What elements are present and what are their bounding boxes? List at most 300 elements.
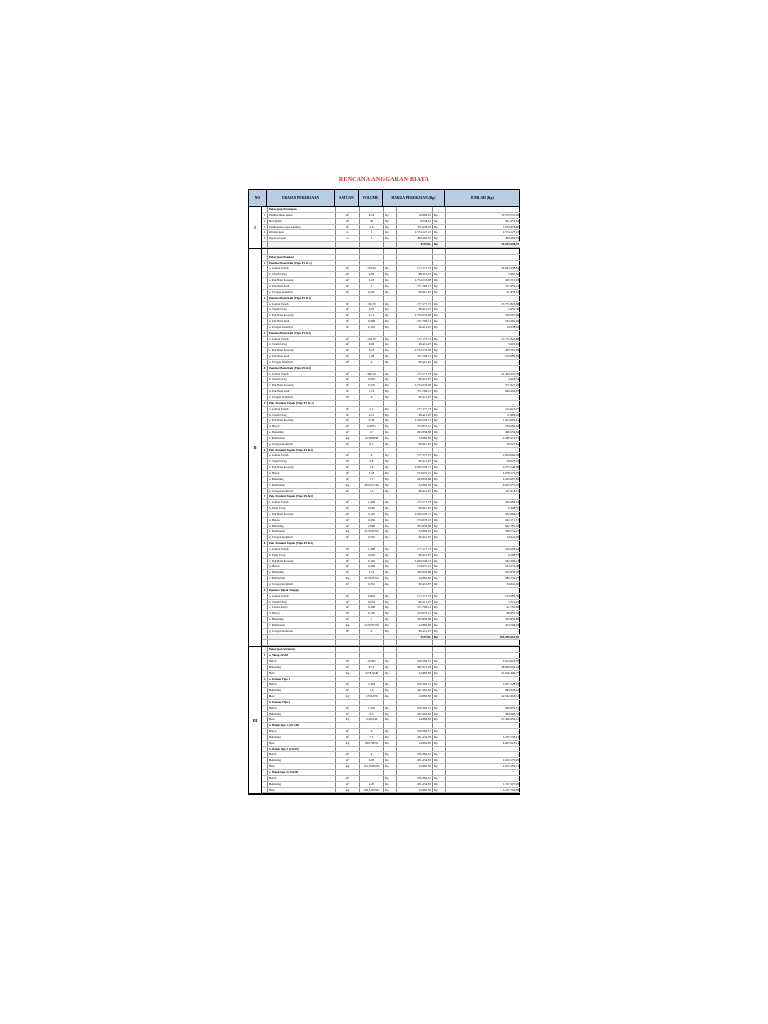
cell-h: 431.434,05 xyxy=(397,782,433,787)
cell-h: 24.882,85 xyxy=(397,741,433,746)
cell-j: 495.761,99 xyxy=(505,278,519,283)
cell-s xyxy=(336,635,360,640)
cell-s: m³ xyxy=(336,348,360,353)
cell-h: 2.754.233,28 xyxy=(397,278,433,283)
cell-j: 495.761,99 xyxy=(505,348,519,353)
cell-h: 19.886,91 xyxy=(397,213,433,218)
cell-u: b. Tanah Urug xyxy=(268,413,336,418)
cell-h: 24.882,85 xyxy=(397,694,433,699)
cell-v xyxy=(360,747,384,752)
cell-c2 xyxy=(433,255,446,260)
cell-c2: Rp xyxy=(433,459,446,464)
cell-v: 280,79033 xyxy=(360,741,384,746)
cell-no: 3 xyxy=(262,331,268,336)
cell-c2 xyxy=(433,677,446,682)
cell-j: 34.641,05 xyxy=(506,535,519,540)
cell-j: 52.459.325,78 xyxy=(501,371,519,376)
cell-c1: Rp xyxy=(384,741,397,746)
cell-h: 2.754.233,28 xyxy=(397,383,433,388)
cell-s: m³ xyxy=(336,518,360,523)
cell-h: 2.754.233,28 xyxy=(397,348,433,353)
cell-c1: Rp xyxy=(384,706,397,711)
cell-v: 0,06 xyxy=(360,342,384,347)
cell-j: 589.732,27 xyxy=(505,576,519,581)
cell-u: b. Tanah Urug xyxy=(268,600,336,605)
cell-u: Pondasi Batu Kali (Tipe P1 K-1) xyxy=(268,261,336,266)
cell-u: Besi xyxy=(268,788,336,793)
cell-j: 5.905,82 xyxy=(508,342,519,347)
cell-c1: Rp xyxy=(384,377,397,382)
cell-v: 5,494 xyxy=(360,682,384,687)
cell-s xyxy=(336,331,360,336)
table-section xyxy=(249,207,519,249)
cell-s: m³ xyxy=(336,266,360,271)
cell-h xyxy=(397,770,433,775)
cell-c2: Rp xyxy=(433,741,446,746)
section-number: III xyxy=(249,647,262,793)
document-title: RENCANA ANGGARAN BIAYA xyxy=(338,177,430,183)
table-header xyxy=(249,190,519,207)
cell-h: 98.412,07 xyxy=(397,442,433,447)
cell-v: 1 xyxy=(360,230,384,235)
cell-j: 1.054.629,61 xyxy=(502,418,519,423)
header-satuan: SATUAN xyxy=(335,190,359,206)
cell-j: 3.235.758,41 xyxy=(502,734,519,739)
cell-h: 24.882,85 xyxy=(397,671,433,676)
cell-c2: Rp xyxy=(433,372,446,377)
cell-h xyxy=(397,647,433,652)
cell-v: 156,70 xyxy=(360,302,384,307)
cell-v: 7,7 xyxy=(360,477,384,482)
cell-no: 2 xyxy=(262,296,268,301)
cell-s xyxy=(336,653,360,658)
cell-c1: Rp xyxy=(384,600,397,605)
cell-h: 24.882,85 xyxy=(397,436,433,441)
cell-v: 3,12 xyxy=(360,570,384,575)
cell-c2: Rp xyxy=(433,337,446,342)
cell-u: Pek. Pondasi Tapak (Tipe P2-K2) xyxy=(268,494,336,499)
cell-s: Kg xyxy=(336,529,360,534)
cell-v: 161,7620225 xyxy=(360,764,384,769)
cell-h: 24.882,85 xyxy=(397,788,433,793)
cell-no: 1 xyxy=(262,213,268,218)
cell-u: d. Psk Batu Kali xyxy=(268,284,336,289)
cell-j: 88.801,33 xyxy=(506,611,519,616)
cell-s: m² xyxy=(336,213,360,218)
cell-v xyxy=(360,261,384,266)
cell-h xyxy=(397,261,433,266)
cell-h: 571.768,13 xyxy=(397,284,433,289)
cell-u: e. Urugan Kembali xyxy=(268,395,336,400)
cell-c1: Rp xyxy=(384,278,397,283)
cell-j: 5.814.918,70 xyxy=(502,658,519,663)
cell-u: Beton xyxy=(268,682,336,687)
cell-j xyxy=(446,723,520,728)
cell-v: 0 xyxy=(360,729,384,734)
total-row xyxy=(262,242,520,248)
cell-c2: Rp xyxy=(433,576,446,581)
cell-h: 293.856,86 xyxy=(397,477,433,482)
cell-c1: Rp xyxy=(384,570,397,575)
cell-s xyxy=(336,747,360,752)
cell-h: 2.929.526,71 xyxy=(397,512,433,517)
cell-j: - xyxy=(517,359,519,364)
cell-v: 1,408 xyxy=(360,547,384,552)
cell-u: a. Galian Tanah xyxy=(268,407,336,412)
cell-c1: Rp xyxy=(384,372,397,377)
cell-h: 293.856,86 xyxy=(397,430,433,435)
cell-s: m³ xyxy=(336,582,360,587)
cell-v: 1,7 xyxy=(360,430,384,435)
cell-v: 0,045 xyxy=(360,377,384,382)
cell-v: 0,06 xyxy=(360,272,384,277)
cell-c1 xyxy=(384,635,397,640)
cell-c1 xyxy=(384,747,397,752)
cell-no: 7 xyxy=(262,494,268,499)
cell-v: 6,05 xyxy=(360,758,384,763)
cell-h xyxy=(397,541,433,546)
cell-u: Pondasi Batu Kali (Tipe P2-K2) xyxy=(268,366,336,371)
cell-c1 xyxy=(384,296,397,301)
cell-c2 xyxy=(433,296,446,301)
cell-s xyxy=(336,448,360,453)
cell-c1: Rp xyxy=(384,430,397,435)
cell-v: 0,18 xyxy=(360,348,384,353)
cell-v: 0,408 xyxy=(360,319,384,324)
cell-v: 1,6 xyxy=(360,688,384,693)
cell-u: g. Urugan Kembali xyxy=(268,442,336,447)
cell-c1: Rp xyxy=(384,219,397,224)
cell-no: 9 xyxy=(262,588,268,593)
cell-s: m³ xyxy=(336,453,360,458)
cell-s: m² xyxy=(336,617,360,622)
cell-h xyxy=(397,207,433,212)
cell-c2: Rp xyxy=(433,213,446,218)
cell-c2: Rp xyxy=(433,354,446,359)
cell-c1 xyxy=(384,770,397,775)
cell-s: m² xyxy=(336,735,360,740)
cell-h: 701.658,20 xyxy=(397,225,433,230)
cell-h: 98.412,07 xyxy=(397,413,433,418)
cell-v xyxy=(360,401,384,406)
cell-c2: Rp xyxy=(433,665,446,670)
cell-v: 1.700,676 xyxy=(360,694,384,699)
cell-c2: Rp xyxy=(433,266,446,271)
cell-v: 0,12 xyxy=(360,413,384,418)
cell-c2: Rp xyxy=(433,302,446,307)
cell-u: e. Bekisting xyxy=(268,524,336,529)
cell-u: Pekerjaan Struktur xyxy=(268,647,336,652)
cell-u: Bowplank xyxy=(268,219,336,224)
cell-u: Pekerjaan Persiapan xyxy=(268,207,336,212)
cell-v: 1 xyxy=(360,284,384,289)
cell-j: 1.879.978,00 xyxy=(502,224,519,229)
cell-h: 431.434,05 xyxy=(397,735,433,740)
cell-s: m³ xyxy=(336,442,360,447)
cell-c2: Rp xyxy=(433,319,446,324)
cell-h: 2.929.526,71 xyxy=(397,559,433,564)
cell-s: m³ xyxy=(336,471,360,476)
cell-c2: Rp xyxy=(433,436,446,441)
cell-s: m³ xyxy=(336,337,360,342)
cell-s: m³ xyxy=(336,553,360,558)
cell-c2: Rp xyxy=(433,518,446,523)
cell-h: 98.412,07 xyxy=(397,290,433,295)
cell-h: 556.384,51 xyxy=(397,706,433,711)
cell-no: 5 xyxy=(262,236,268,241)
cell-u: f. Pembesian xyxy=(268,529,336,534)
cell-c2: Rp xyxy=(433,582,446,587)
cell-s: m³ xyxy=(336,290,360,295)
cell-u: a. Galian Tanah xyxy=(268,500,336,505)
cell-c1: Rp xyxy=(384,348,397,353)
cell-h xyxy=(397,723,433,728)
cell-j xyxy=(446,541,520,546)
cell-j: 34.641,05 xyxy=(506,582,519,586)
cell-h: 177.177,73 xyxy=(397,500,433,505)
cell-u: a. Galian Tanah xyxy=(268,302,336,307)
cell-u: e. Urugan Kembali xyxy=(268,360,336,365)
cell-j: 330.507,99 xyxy=(505,313,519,318)
cell-u: a. Sloop 20x30 xyxy=(268,653,336,658)
cell-c1: Rp xyxy=(384,682,397,687)
cell-c1: Rp xyxy=(384,629,397,634)
cell-s xyxy=(336,249,360,254)
cell-v: 282,627159 xyxy=(360,483,384,488)
cell-h: 98.412,07 xyxy=(397,377,433,382)
cell-h xyxy=(397,296,433,301)
cell-h: 98.412,07 xyxy=(397,272,433,277)
cell-u: c. Psk Batu Kosong xyxy=(268,559,336,564)
cell-v: 1,5 xyxy=(360,489,384,494)
cell-v xyxy=(360,700,384,705)
cell-c1: Rp xyxy=(384,518,397,523)
cell-u: c. Lantai Kerja xyxy=(268,605,336,610)
cell-j: 27.771.823,88 xyxy=(501,301,519,306)
cell-c1: Rp xyxy=(384,506,397,511)
cell-c1: Rp xyxy=(384,553,397,558)
cell-u: Papan proyek xyxy=(268,236,336,241)
cell-s xyxy=(336,366,360,371)
cell-c2 xyxy=(433,640,446,645)
cell-c1: Rp xyxy=(384,471,397,476)
cell-v: 128,5103591 xyxy=(360,788,384,793)
cell-j xyxy=(446,207,520,212)
cell-v: 6 xyxy=(360,453,384,458)
cell-v xyxy=(360,366,384,371)
table-section xyxy=(249,647,519,794)
cell-c2 xyxy=(433,700,446,705)
cell-u xyxy=(268,640,336,645)
cell-j: 680.404,07 xyxy=(505,389,519,394)
cell-s: m¹ xyxy=(336,219,360,224)
cell-c1: Rp xyxy=(384,671,397,676)
cell-c1 xyxy=(384,541,397,546)
cell-c2: Rp xyxy=(433,383,446,388)
cell-s xyxy=(336,255,360,260)
cell-c2: Rp xyxy=(433,564,446,569)
cell-j xyxy=(446,255,520,260)
cell-j: 916.833,28 xyxy=(505,570,519,575)
cell-u: c. Balok tipe 3 (15x30) xyxy=(268,770,336,775)
cell-s xyxy=(336,261,360,266)
section-number: I xyxy=(249,207,262,248)
cell-v xyxy=(360,653,384,658)
cell-j: 589.732,27 xyxy=(505,529,519,534)
cell-v: 8.16 xyxy=(360,213,384,218)
table-row xyxy=(262,788,520,794)
cell-v: 91,969958 xyxy=(360,436,384,441)
cell-s: m³ xyxy=(336,500,360,505)
cell-c2: Rp xyxy=(433,735,446,740)
cell-h: 2.754.233,28 xyxy=(397,313,433,318)
cell-s: Kg xyxy=(336,436,360,441)
cell-j: 5.273.148,08 xyxy=(502,465,519,470)
cell-c1: Rp xyxy=(384,535,397,540)
cell-s: m³ xyxy=(336,407,360,412)
cell-j: 169.296.662,58 xyxy=(499,634,519,639)
cell-j: 61.750,96 xyxy=(506,605,519,610)
cell-c2: Rp xyxy=(433,360,446,365)
cell-s xyxy=(336,677,360,682)
cell-c1: Rp xyxy=(384,752,397,757)
cell-s: Kg xyxy=(336,741,360,746)
cell-c1: Rp xyxy=(384,342,397,347)
cell-s: m³ xyxy=(336,594,360,599)
cell-v: 0 xyxy=(360,752,384,757)
cell-u: Pek. Pondasi Tapak (Tipe P3-K2) xyxy=(268,541,336,546)
cell-v: 1106,049 xyxy=(360,717,384,722)
cell-j: 1.747.307,90 xyxy=(502,781,519,786)
cell-v: 5,18 xyxy=(360,471,384,476)
cell-h xyxy=(397,640,433,645)
cell-c1: Rp xyxy=(384,764,397,769)
cell-v: 0,064 xyxy=(360,553,384,558)
cell-no: 4 xyxy=(262,230,268,235)
cell-s: m³ xyxy=(336,354,360,359)
table-row xyxy=(262,640,520,646)
cell-u: d. Psk Batu Kali xyxy=(268,389,336,394)
cell-h: 574.937,21 xyxy=(397,518,433,523)
cell-c1: Rp xyxy=(384,582,397,587)
cell-c1: Rp xyxy=(384,225,397,230)
cell-c2: Rp xyxy=(433,682,446,687)
cell-h: TOTAL xyxy=(397,242,433,247)
header-uraian: URAIAN PEKERJAAN xyxy=(267,190,335,206)
cell-u: e. Urugan Kembali xyxy=(268,325,336,330)
header-no: NO xyxy=(249,190,267,206)
cell-v: 0,9 xyxy=(360,712,384,717)
cell-j: 4.428,54 xyxy=(508,377,519,382)
cell-h: 293.856,86 xyxy=(397,570,433,575)
cell-j: 28.840.902,22 xyxy=(501,664,519,669)
cell-c2 xyxy=(433,723,446,728)
cell-c2 xyxy=(433,588,446,593)
cell-u: b. Pasir Urug xyxy=(268,506,336,511)
cell-h: TOTAL xyxy=(397,635,433,640)
cell-c1: Rp xyxy=(384,272,397,277)
cell-c1: Rp xyxy=(384,712,397,717)
cell-j: 27.496.859,12 xyxy=(501,717,519,722)
cell-c2: Rp xyxy=(433,688,446,693)
cell-c1: Rp xyxy=(384,418,397,423)
cell-s xyxy=(336,700,360,705)
cell-j: - xyxy=(517,775,519,780)
cell-c2 xyxy=(433,401,446,406)
cell-s: m³ xyxy=(336,319,360,324)
cell-c2: Rp xyxy=(433,442,446,447)
cell-h: 556.384,51 xyxy=(397,776,433,781)
cell-h: 98.412,07 xyxy=(397,582,433,587)
cell-c1: Rp xyxy=(384,512,397,517)
cell-j: 10.038,03 xyxy=(506,324,519,329)
cell-u: e. Bekisting xyxy=(268,430,336,435)
cell-v: 0,102 xyxy=(360,325,384,330)
cell-c2: Rp xyxy=(433,225,446,230)
cell-c2: Rp xyxy=(433,413,446,418)
cell-u: f. Pembesian xyxy=(268,576,336,581)
cell-u: d. Beton xyxy=(268,518,336,523)
cell-u: e. Bekisting xyxy=(268,570,336,575)
cell-no: 1 xyxy=(262,261,268,266)
cell-c1: Rp xyxy=(384,442,397,447)
cell-u: Pek. Pondasi Tapak (Tipe P1 K-1) xyxy=(268,401,336,406)
cell-v: 0 xyxy=(360,395,384,400)
cell-s: m³ xyxy=(336,611,360,616)
cell-h: 98.412,07 xyxy=(397,600,433,605)
cell-s: m³ xyxy=(336,506,360,511)
cell-h xyxy=(397,331,433,336)
cell-c2: Rp xyxy=(433,278,446,283)
cell-j xyxy=(446,401,520,406)
cell-u: g. Urugan Kembali xyxy=(268,582,336,587)
header-volume: VOLUME xyxy=(359,190,383,206)
cell-h: 24.882,85 xyxy=(397,717,433,722)
cell-no: 6 xyxy=(262,448,268,453)
cell-j: 562.469,13 xyxy=(505,558,519,563)
cell-v: 1678,5048 xyxy=(360,671,384,676)
cell-j: 699.931,71 xyxy=(505,705,519,710)
cell-h: 24.882,85 xyxy=(397,623,433,628)
cell-s xyxy=(336,640,360,645)
cell-h: 2.574.127,23 xyxy=(397,230,433,235)
cell-v: 0,18 xyxy=(360,278,384,283)
cell-c1 xyxy=(384,366,397,371)
cell-c2: Rp xyxy=(433,712,446,717)
cell-u: g. Urugan Kembali xyxy=(268,489,336,494)
cell-j: 30.044.358,81 xyxy=(501,266,519,271)
cell-s: m³ xyxy=(336,413,360,418)
cell-s: Kg xyxy=(336,623,360,628)
cell-u: Besi xyxy=(268,671,336,676)
cell-c1 xyxy=(384,401,397,406)
cell-h xyxy=(397,653,433,658)
cell-h: 431.434,05 xyxy=(397,758,433,763)
cell-j xyxy=(446,261,520,266)
cell-s xyxy=(336,494,360,499)
cell-c1: Rp xyxy=(384,729,397,734)
cell-h: 24.882,85 xyxy=(397,529,433,534)
cell-s: m³ xyxy=(336,535,360,540)
cell-v: 19,0797539 xyxy=(360,623,384,628)
cell-c1: Rp xyxy=(384,694,397,699)
cell-c2: Rp xyxy=(433,242,446,247)
cell-c2 xyxy=(433,541,446,546)
cell-c1: Rp xyxy=(384,407,397,412)
cell-s: ls xyxy=(336,236,360,241)
cell-c1 xyxy=(384,677,397,682)
cell-c2 xyxy=(433,249,446,254)
